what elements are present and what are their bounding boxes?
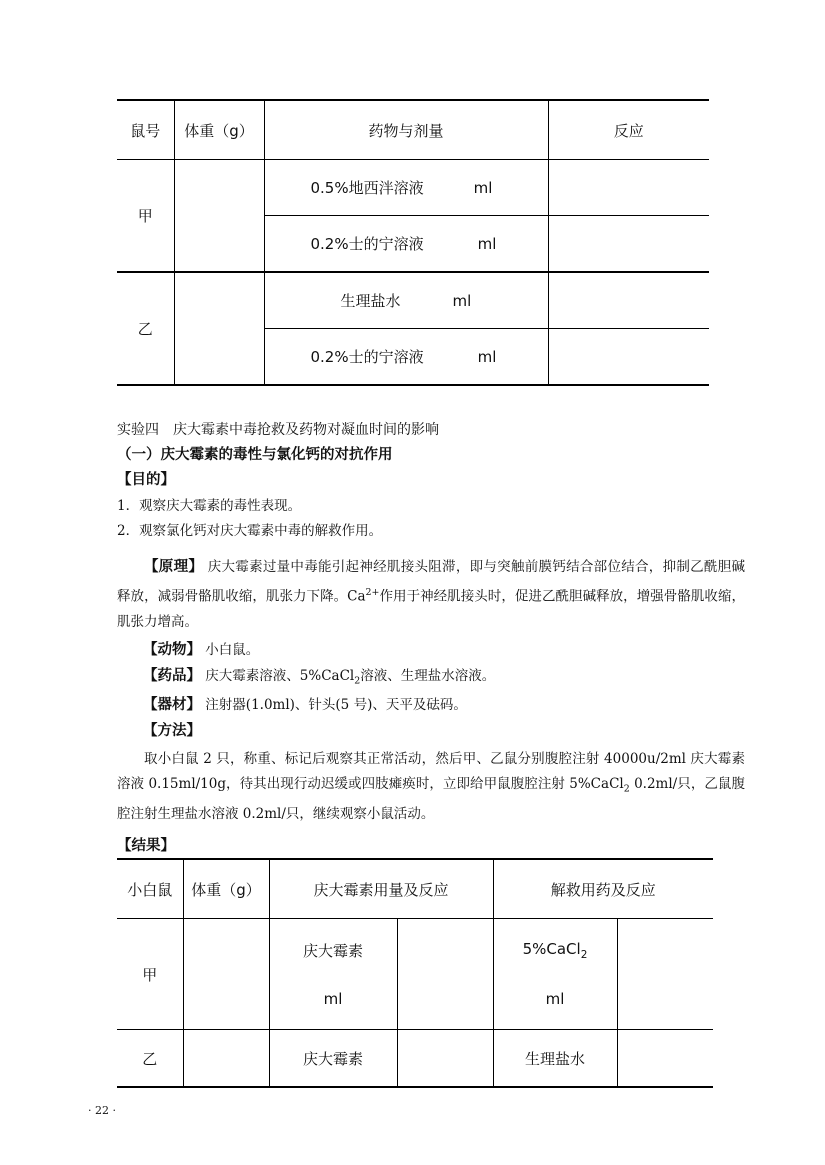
equipment-line: [143, 695, 467, 715]
weight-cell: [183, 919, 269, 1030]
drug-name: 0.2%士的宁溶液: [310, 235, 424, 253]
principle-text: 作用于神经肌接头时，促进乙酰胆碱释放，增强骨骼肌收缩，肌张力增高。: [117, 588, 745, 630]
drugs-text: 溶液、生理盐水溶液。: [360, 668, 496, 684]
section-title: （一）庆大霉素的毒性与氯化钙的对抗作用: [117, 447, 393, 463]
mouse-label-jia: 甲: [117, 919, 183, 1030]
drug-name: 生理盐水: [340, 292, 401, 310]
gentamicin-dose-cell: 庆大霉素: [269, 1030, 397, 1088]
subscript: 2: [623, 783, 630, 795]
experiment-title: 实验四 庆大霉素中毒抢救及药物对凝血时间的影响: [117, 422, 439, 438]
reaction-cell: [548, 160, 709, 216]
drugs-line: [143, 666, 495, 692]
mouse-label-yi: 乙: [117, 272, 174, 385]
rescue-drug-cell: [493, 919, 617, 1030]
dose-unit: ml: [473, 179, 493, 197]
reaction-cell: [548, 272, 709, 329]
purpose-heading: 【目的】: [117, 472, 175, 488]
animal-text: 小白鼠。: [205, 642, 260, 658]
drug-name: 0.2%士的宁溶液: [310, 348, 424, 366]
drug-cell: [264, 329, 548, 386]
mouse-label-jia: 甲: [117, 160, 174, 273]
col-header-weight: 体重（g）: [183, 859, 269, 919]
method-heading: 【方法】: [143, 723, 201, 739]
gentamicin-reaction-cell: [397, 919, 493, 1030]
drug-cell: [264, 216, 548, 273]
col-header-drug-dose: 药物与剂量: [264, 100, 548, 160]
drug-cell: [264, 272, 548, 329]
equipment-text: 注射器(1.0ml)、针头(5 号)、天平及砝码。: [205, 697, 467, 713]
ion-charge: 2+: [365, 587, 380, 598]
col-header-rescue: 解救用药及反应: [493, 859, 713, 919]
reaction-cell: [548, 329, 709, 386]
equipment-heading: 【器材】: [143, 697, 201, 713]
dose-unit: ml: [452, 292, 472, 310]
rescue-drug-name: 5%CaCl$_2$: [522, 940, 588, 961]
principle-heading: 【原理】: [144, 559, 204, 575]
dose-unit: ml: [477, 348, 497, 366]
drug-name: 0.5%地西泮溶液: [310, 179, 424, 197]
page-number: · 22 ·: [88, 1104, 116, 1117]
dose-unit: ml: [477, 235, 497, 253]
subscript: 2: [354, 675, 361, 687]
weight-cell: [183, 1030, 269, 1088]
gentamicin-dose-cell: [269, 919, 397, 1030]
drug-name: 庆大霉素: [302, 942, 363, 960]
mouse-label-yi: 乙: [117, 1030, 183, 1088]
purpose-item: 2．观察氯化钙对庆大霉素中毒的解救作用。: [117, 523, 383, 539]
col-header-gentamicin: 庆大霉素用量及反应: [269, 859, 493, 919]
method-text: 0.2ml/只，乙鼠腹腔注射生理盐水溶液 0.2ml/只，继续观察小鼠活动。: [117, 776, 745, 822]
reaction-cell: [548, 216, 709, 273]
results-heading: 【结果】: [117, 838, 175, 854]
method-paragraph: [117, 747, 745, 827]
col-header-mouse-no: 鼠号: [117, 100, 174, 160]
drugs-text: 庆大霉素溶液、5%CaCl: [205, 668, 355, 684]
drug-cell: [264, 160, 548, 216]
principle-text: 庆大霉素过量中毒能引起神经肌接头阻滞，即与突触前膜钙结合部位结合，抑制乙酰胆碱释放，减弱骨骼肌收缩，肌张力下降。Ca: [117, 559, 746, 605]
dose-unit: ml: [323, 990, 343, 1008]
dose-unit: ml: [545, 990, 565, 1008]
rescue-drug-cell: 生理盐水: [493, 1030, 617, 1088]
weight-cell: [174, 272, 264, 385]
method-text: 取小白鼠 2 只，称重、标记后观察其正常活动，然后甲、乙鼠分别腹腔注射 40000u/2ml 庆大霉素溶液 0.15ml/10g，待其出现行动迟缓或四肢瘫痪时，立即给甲鼠腹腔注射 5%CaCl: [117, 751, 745, 792]
col-header-weight: 体重（g）: [174, 100, 264, 160]
col-header-mouse: 小白鼠: [117, 859, 183, 919]
purpose-item: 1．观察庆大霉素的毒性表现。: [117, 498, 302, 514]
results-table: [117, 858, 713, 1088]
rescue-reaction-cell: [617, 1030, 713, 1088]
animal-heading: 【动物】: [143, 642, 201, 658]
gentamicin-reaction-cell: [397, 1030, 493, 1088]
dose-table: [117, 99, 709, 386]
animal-line: [143, 640, 259, 660]
weight-cell: [174, 160, 264, 273]
rescue-reaction-cell: [617, 919, 713, 1030]
principle-paragraph: [117, 555, 745, 635]
drugs-heading: 【药品】: [143, 668, 201, 684]
col-header-reaction: 反应: [548, 100, 709, 160]
